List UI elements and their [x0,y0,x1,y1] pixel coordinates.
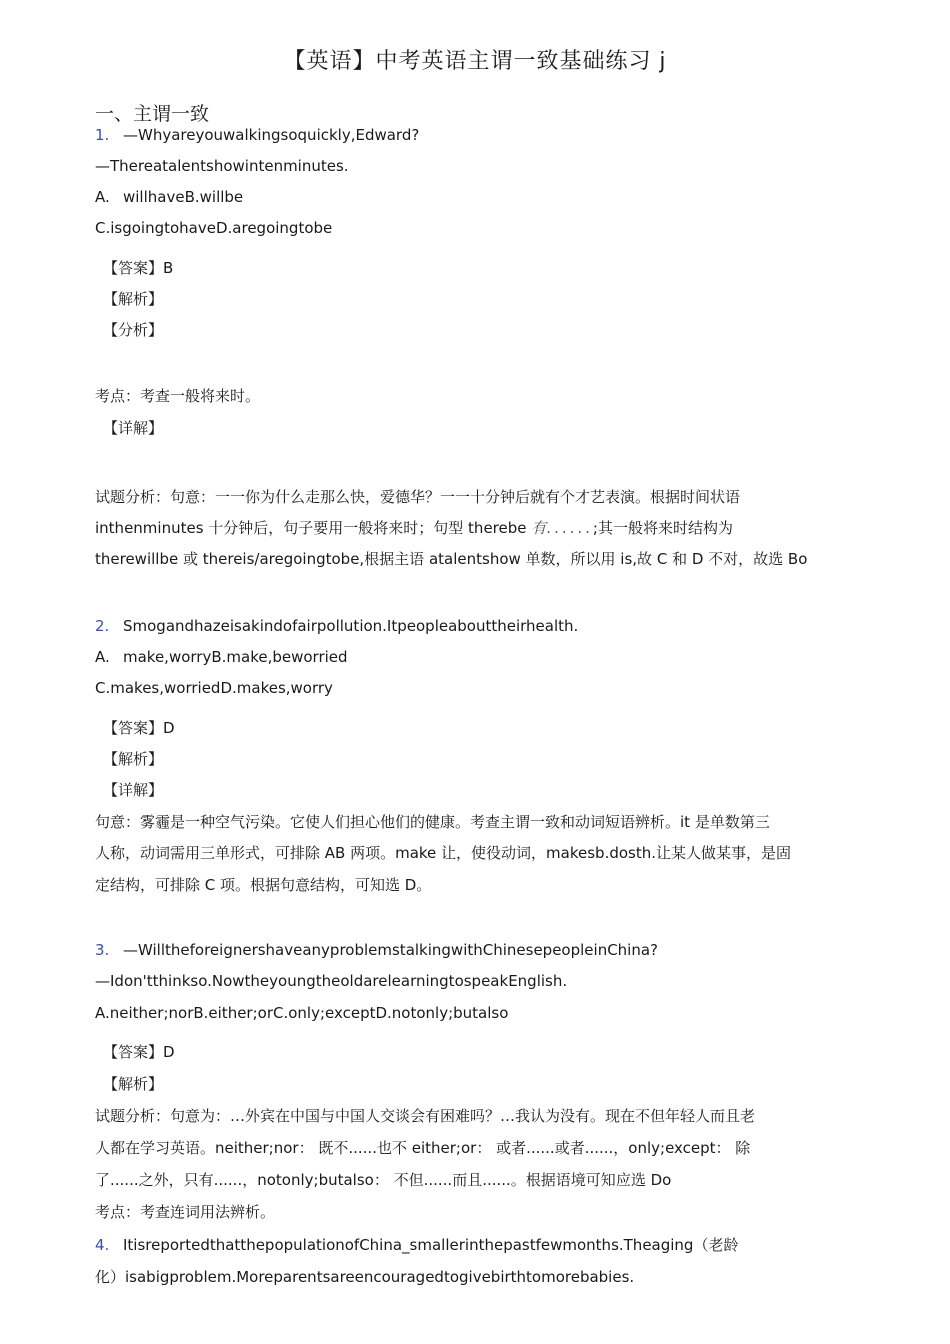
q4-number: 4. [95,1236,110,1254]
q2-explanation-line-2: 人称，动词需用三单形式，可排除 AB 两项。make 让，使役动词，makesb.dosth.让某人做某事，是固 [95,844,792,862]
q4-stem: ItisreportedthatthepopulationofChina_smallerinthepastfewmonths.Theaging（老龄 [123,1236,739,1254]
q2-explanation-line-1: 句意：雾霾是一种空气污染。它使人们担心他们的健康。考查主谓一致和动词短语辨析。it 是单数第三 [95,813,770,831]
q1-options-ab [95,187,243,207]
q1-expl-2b: 有 [531,519,547,537]
q3-stem-line [95,940,658,960]
q1-expl-2c: ...... [546,519,593,537]
q4-stem-line-2: 化）isabigproblem.Moreparentsareencouragedtogivebirthtomorebabies. [95,1268,635,1286]
q2-stem-line [95,616,578,636]
q1-fenxi: 【分析】 [103,321,164,339]
q2-options-ab [95,647,348,667]
q2-explanation-line-3: 定结构，可排除 C 项。根据句意结构，可知选 D。 [95,876,432,894]
q4-stem-line [95,1235,738,1255]
q1-jiexi: 【解析】 [103,290,164,308]
q1-options-cd: C.isgoingtohaveD.aregoingtobe [95,219,333,237]
section-heading: 一、主谓一致 [95,103,210,125]
q1-number: 1. [95,126,110,144]
q1-opt-a: willhaveB.willbe [123,188,244,206]
q1-expl-2a: inthenminutes 十分钟后，句子要用一般将来时；句型 therebe [95,519,527,537]
q1-explanation-line-3: therewillbe 或 thereis/aregoingtobe,根据主语 atalentshow 单数，所以用 is,故 C 和 D 不对，故选 Bo [95,550,808,568]
q1-xiangjie: 【详解】 [103,419,164,437]
q1-expl-2d: ;其一般将来时结构为 [592,519,733,537]
q2-xiangjie: 【详解】 [103,781,164,799]
q3-number: 3. [95,941,110,959]
q1-stem: —Whyareyouwalkingsoquickly,Edward? [123,126,420,144]
q1-reply: —Thereatalentshowintenminutes. [95,157,349,175]
page-title: 【英语】中考英语主谓一致基础练习 j [283,49,667,74]
q3-stem: —WilltheforeignershaveanyproblemstalkingwithChinesepeopleinChina? [123,941,659,959]
q1-explanation-line-1: 试题分析：句意：一一你为什么走那么快，爱德华？一一十分钟后就有个才艺表演。根据时间状语 [95,488,741,506]
q3-jiexi: 【解析】 [103,1075,164,1093]
q2-opt-a: make,worryB.make,beworried [123,648,348,666]
q2-number: 2. [95,617,110,635]
q2-stem: Smogandhazeisakindofairpollution.Itpeopleabouttheirhealth. [123,617,579,635]
q3-answer: 【答案】D [103,1043,175,1061]
q2-opt-a-label: A. [95,648,110,666]
q3-explanation-line-3: 了......之外，只有......，notonly;butalso： 不但......而且......。根据语境可知应选 Do [95,1171,672,1189]
q1-stem-line [95,125,419,145]
q1-opt-a-label: A. [95,188,110,206]
q1-explanation-line-2 [95,518,733,538]
q2-answer: 【答案】D [103,719,175,737]
q3-options: A.neither;norB.either;orC.only;exceptD.notonly;butalso [95,1004,509,1022]
q3-reply: —Idon'tthinkso.NowtheyoungtheoldarelearningtospeakEnglish. [95,972,568,990]
q1-answer: 【答案】B [103,259,174,277]
q1-kaodian: 考点：考查一般将来时。 [95,387,261,405]
q3-kaodian: 考点：考查连词用法辨析。 [95,1203,276,1221]
q2-jiexi: 【解析】 [103,750,164,768]
q3-explanation-line-2: 人都在学习英语。neither;nor： 既不......也不 either;or： 或者......或者......，only;except： 除 [95,1139,751,1157]
q3-explanation-line-1: 试题分析：句意为：…外宾在中国与中国人交谈会有困难吗？…我认为没有。现在不但年轻人而且老 [95,1107,756,1125]
q2-options-cd: C.makes,worriedD.makes,worry [95,679,333,697]
